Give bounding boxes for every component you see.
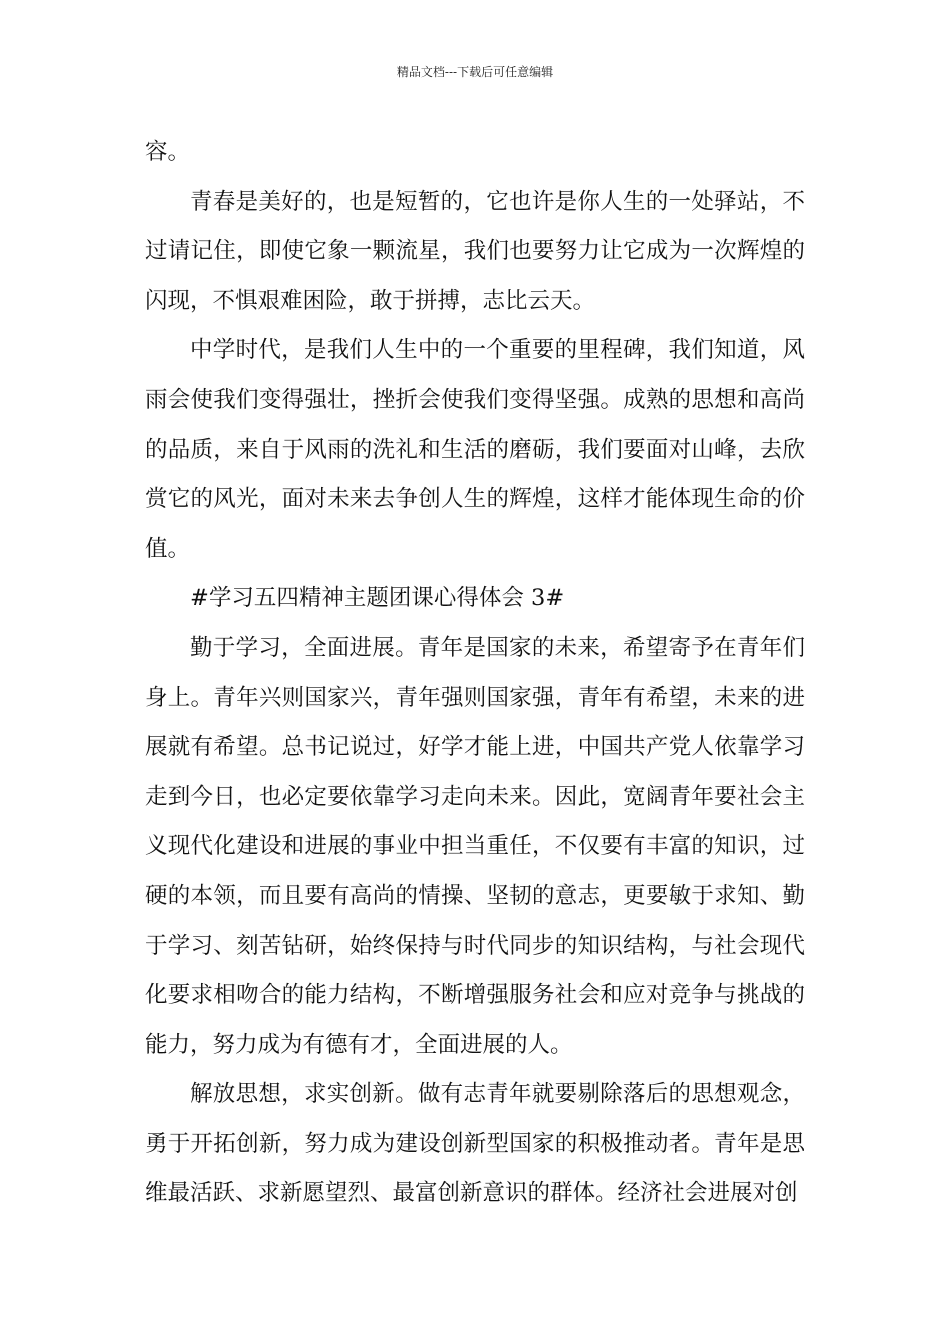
page-header: 精品文档---下载后可任意编辑 xyxy=(396,65,554,79)
section-heading: #学习五四精神主题团课心得体会 3# xyxy=(190,585,565,612)
paragraph-continuation: 容。 xyxy=(145,139,191,165)
paragraph-middle-school: 中学时代，是我们人生中的一个重要的里程碑，我们知道，风雨会使我们变得强壮，挫折会使我们变得坚强。成熟的思想和高尚的品质，来自于风雨的洗礼和生活的磨砺，我们要面对山峰，去欣赏它的风光，面对未来去争创人生的辉煌，这样才能体现生命的价值。 xyxy=(145,337,805,562)
document-body xyxy=(145,128,805,1219)
paragraph-youth: 青春是美好的，也是短暂的，它也许是你人生的一处驿站，不过请记住，即使它象一颗流星，我们也要努力让它成为一次辉煌的闪现，不惧艰难困险，敢于拼搏，志比云天。 xyxy=(145,188,805,314)
paragraph-innovation: 解放思想，求实创新。做有志青年就要剔除落后的思想观念，勇于开拓创新，努力成为建设创新型国家的积极推动者。青年是思维最活跃、求新愿望烈、最富创新意识的群体。经济社会进展对创 xyxy=(145,1081,805,1207)
paragraph-study: 勤于学习，全面进展。青年是国家的未来，希望寄予在青年们身上。青年兴则国家兴，青年强则国家强，青年有希望，未来的进展就有希望。总书记说过，好学才能上进，中国共产党人依靠学习走到今日，也必定要依靠学习走向未来。因此，宽阔青年要社会主义现代化建设和进展的事业中担当重任，不仅要有丰富的知识，过硬的本领，而且要有高尚的情操、坚韧的意志，更要敏于求知、勤于学习、刻苦钻研，始终保持与时代同步的知识结构，与社会现代化要求相吻合的能力结构，不断增强服务社会和应对竞争与挑战的能力，努力成为有德有才，全面进展的人。 xyxy=(145,634,805,1058)
